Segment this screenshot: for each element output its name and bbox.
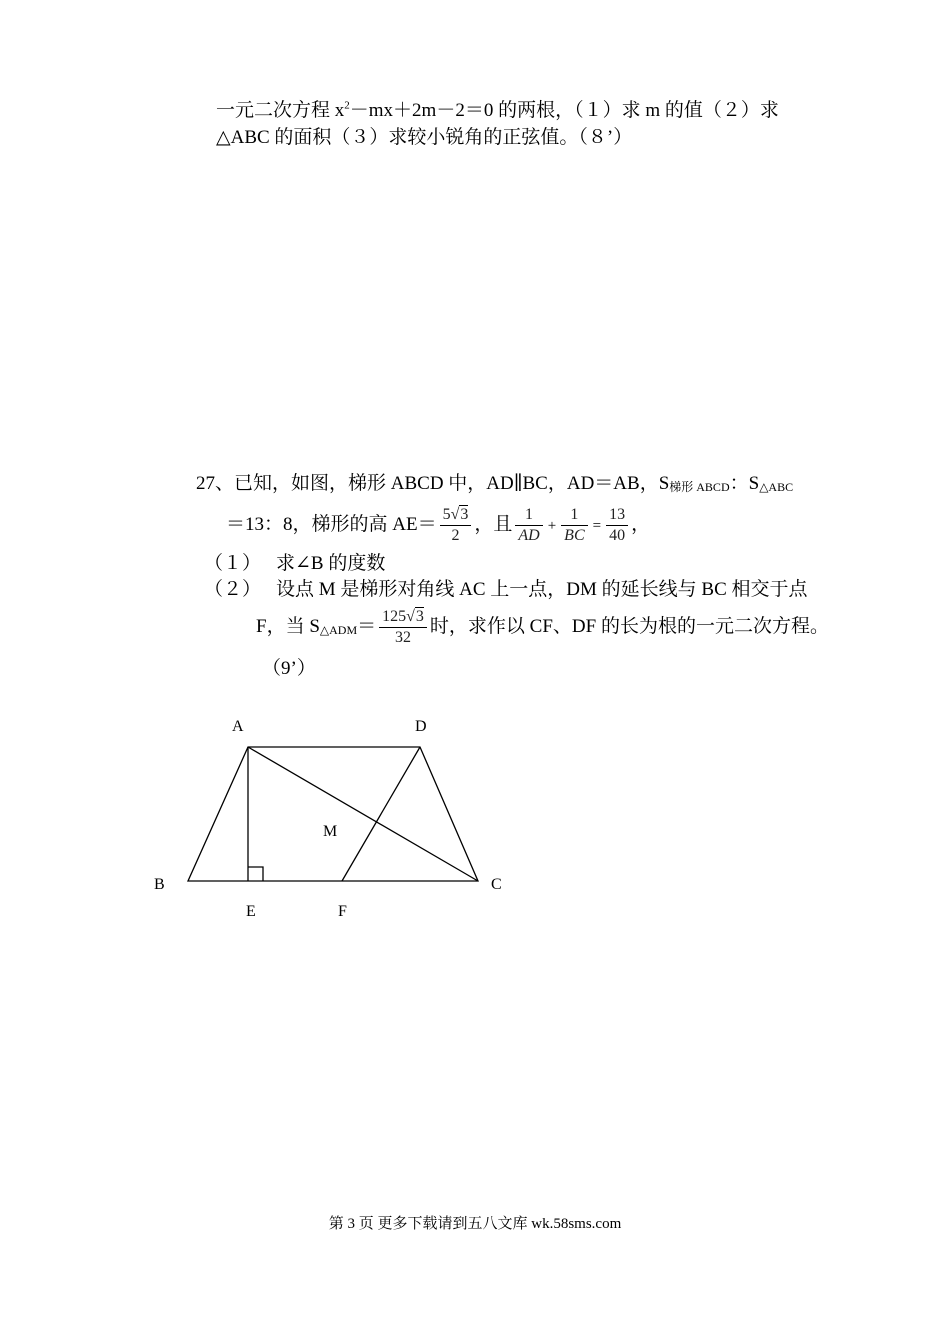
equals-sign: =: [592, 517, 602, 534]
plus-sign: +: [547, 517, 557, 534]
question1-text: 求∠B 的度数: [276, 553, 386, 574]
subscript-triangle: △ABC: [759, 480, 794, 494]
sqrt-sign: √3: [450, 506, 469, 524]
fraction-1-ad: [515, 505, 542, 546]
problem26-line2: △ABC 的面积（３）求较小锐角的正弦值。（８’）: [216, 127, 633, 148]
problem26-text-b: －mx＋2m－2＝0 的两根，（１）求 m 的值（２）求: [349, 100, 779, 121]
q2-text-b: 时，求作以 CF、DF 的长为根的一元二次方程。: [429, 616, 829, 637]
problem27-text-d: ，且: [474, 514, 513, 535]
problem27-text-c: ＝13：8，梯形的高 AE＝: [226, 514, 437, 535]
f3-denominator: 40: [609, 527, 626, 545]
diagonal-ac: [248, 747, 478, 881]
problem27-text-b: ：S: [729, 473, 760, 494]
sqrt-sign: √3: [406, 608, 424, 626]
problem27-text-a: 27、已知，如图，梯形 ABCD 中，AD∥BC，AD＝AB，S: [196, 473, 670, 494]
score-note: （9’）: [262, 658, 316, 679]
problem27-line2: [226, 503, 650, 548]
question2-text: 设点 M 是梯形对角线 AC 上一点，DM 的延长线与 BC 相交于点: [276, 579, 808, 600]
fraction-area: [379, 607, 427, 648]
q2-equals: ＝: [357, 616, 377, 637]
fraction-13-40: [606, 505, 628, 546]
problem27-text-e: ，: [631, 514, 651, 535]
trapezoid-abcd: [188, 747, 478, 881]
right-angle-mark: [248, 867, 263, 881]
f3-numerator: 13: [606, 505, 628, 526]
page-footer: 第 3 页 更多下载请到五八文库 wk.58sms.com: [328, 1216, 622, 1232]
problem27-line1: [196, 472, 793, 499]
problem26-text-a: 一元二次方程 x: [216, 100, 345, 121]
fraction-1-bc: [561, 505, 587, 546]
question2-number: （２）: [204, 579, 262, 600]
problem26-line1: [216, 99, 779, 123]
ae-radicand: 3: [460, 506, 469, 524]
label-e: E: [246, 903, 256, 920]
ae-coef: 5: [442, 506, 451, 524]
label-m: M: [323, 823, 338, 840]
label-a: A: [232, 718, 244, 735]
fraction-ae: [440, 505, 472, 546]
area-coef: 125: [382, 608, 407, 626]
question1-number: （１）: [204, 553, 262, 574]
f2-denominator: BC: [564, 527, 585, 545]
exponent: 2: [344, 99, 350, 112]
ae-denominator: 2: [451, 527, 460, 545]
subscript-adm: △ADM: [319, 623, 358, 637]
subscript-trapezoid: 梯形 ABCD: [669, 480, 730, 494]
label-d: D: [415, 718, 427, 735]
area-denominator: 32: [395, 629, 412, 647]
area-radicand: 3: [415, 608, 424, 626]
label-f: F: [338, 903, 347, 920]
trapezoid-figure: [150, 705, 530, 935]
label-b: B: [154, 876, 165, 893]
f1-numerator: 1: [515, 505, 542, 526]
q2-text-a: F，当 S: [256, 616, 320, 637]
label-c: C: [491, 876, 502, 893]
f2-numerator: 1: [561, 505, 587, 526]
f1-denominator: AD: [518, 527, 540, 545]
question2-line2: [256, 605, 829, 652]
segment-df: [342, 747, 420, 881]
